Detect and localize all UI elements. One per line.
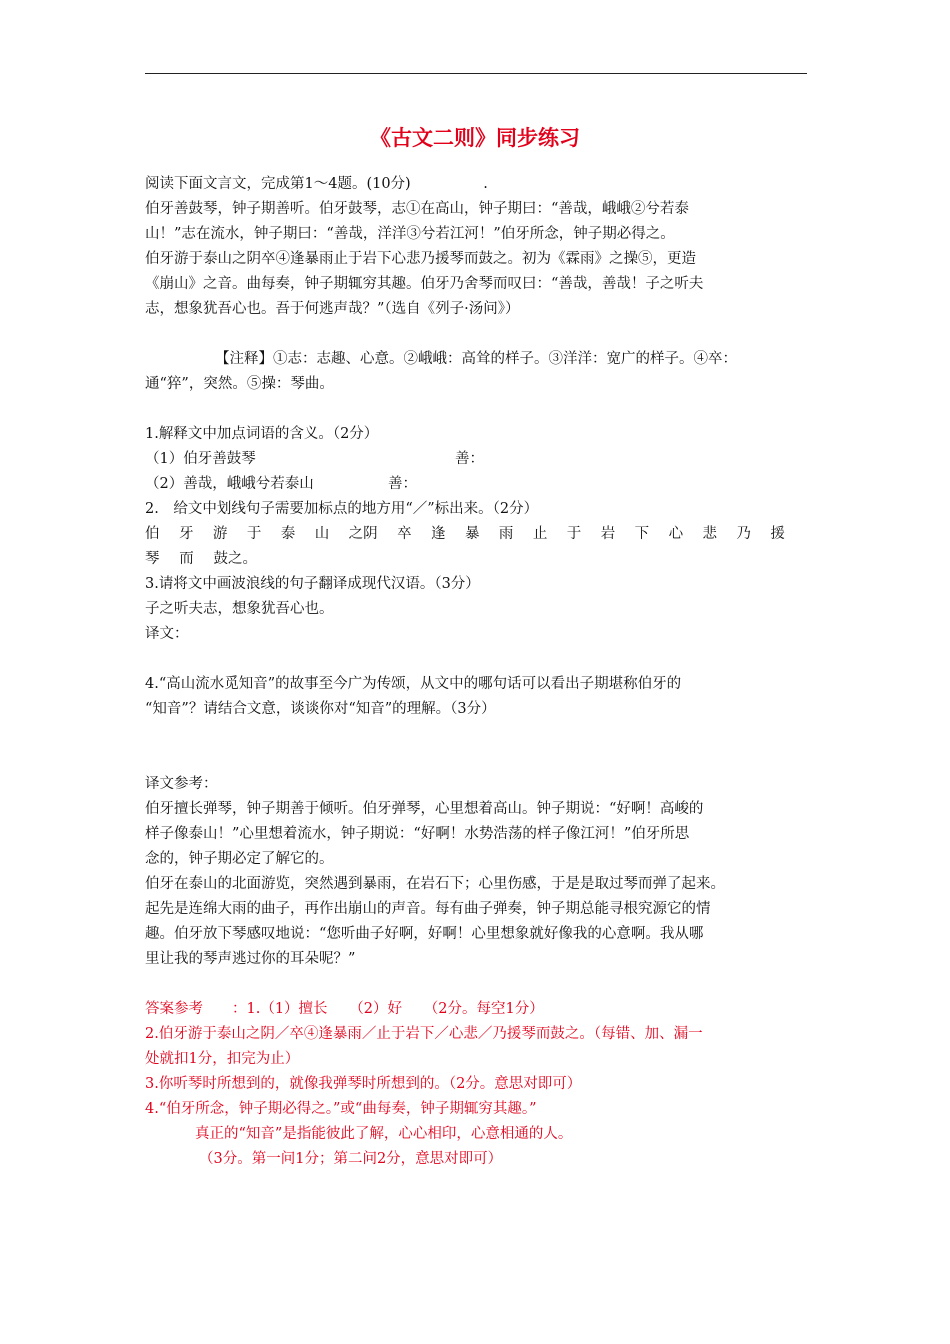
char: 岩 [600, 526, 616, 542]
char: 暴 [464, 526, 480, 542]
char: 琴 [145, 551, 160, 567]
answer-line: 4.“伯牙所念，钟子期必得之。”或“曲每奏，钟子期辄穷其趣。” [145, 1101, 537, 1117]
passage-line: 山！”志在流水，钟子期曰：“善哉，洋洋③兮若江河！”伯牙所念，钟子期必得之。 [145, 226, 675, 242]
char: 牙 [178, 526, 194, 542]
question-2-chars [145, 522, 785, 547]
question-1-stem: 1.解释文中加点词语的含义。（2分） [145, 426, 379, 442]
question-1-item-text: （1）伯牙善鼓琴 [145, 451, 256, 467]
question-3-stem: 3.请将文中画波浪线的句子翻译成现代汉语。（3分） [145, 576, 480, 592]
question-2-chars [145, 547, 257, 572]
char: 乃 [736, 526, 751, 542]
question-4-line: “知音”？请结合文意，谈谈你对“知音”的理解。（3分） [145, 701, 496, 717]
translation-label: 译文： [145, 626, 189, 642]
question-1-item [145, 472, 810, 497]
char: 山 [314, 526, 330, 542]
char: 心 [668, 526, 684, 542]
char: 援 [770, 526, 785, 542]
char: 而 [179, 551, 194, 567]
answer-label: 善： [388, 476, 417, 492]
char: 鼓之。 [213, 551, 257, 567]
translation-line: 里让我的琴声逃过你的耳朵呢？” [145, 951, 356, 967]
translation-line: 起先是连绵大雨的曲子，再作出崩山的声音。每有曲子弹奏，钟子期总能寻根究源它的情 [145, 901, 711, 917]
char: 之阴 [348, 526, 378, 542]
char: 于 [566, 526, 582, 542]
char: 泰 [280, 526, 296, 542]
question-1-item-text: （2）善哉，峨峨兮若泰山 [145, 476, 314, 492]
char: 卒 [397, 526, 412, 542]
char: 雨 [498, 526, 514, 542]
intro-text: 阅读下面文言文，完成第1～4题。(10分) . [145, 176, 488, 192]
passage-line: 志，想象犹吾心也。吾于何逃声哉？”（选自《列子·汤问》） [145, 301, 520, 317]
document-body [145, 172, 810, 1172]
answer-line: 3.你听琴时所想到的，就像我弹琴时所想到的。（2分。意思对即可） [145, 1076, 582, 1092]
translation-line: 样子像泰山！”心里想着流水，钟子期说：“好啊！水势浩荡的样子像江河！”伯牙所思 [145, 826, 690, 842]
char: 游 [212, 526, 228, 542]
answer-line: （3分。第一问1分；第二问2分，意思对即可） [199, 1151, 503, 1167]
header-rule [145, 73, 807, 74]
char: 逢 [431, 526, 446, 542]
answer-label: 善： [455, 451, 484, 467]
translation-line: 伯牙擅长弹琴，钟子期善于倾听。伯牙弹琴，心里想着高山。钟子期说：“好啊！高峻的 [145, 801, 704, 817]
passage-line: 伯牙善鼓琴，钟子期善听。伯牙鼓琴，志①在高山，钟子期曰：“善哉，峨峨②兮若泰 [145, 201, 689, 217]
passage-line: 《崩山》之音。曲每奏，钟子期辄穷其趣。伯牙乃舍琴而叹曰：“善哉，善哉！子之听夫 [145, 276, 704, 292]
question-4-line: 4.“高山流水觅知音”的故事至今广为传颂，从文中的哪句话可以看出子期堪称伯牙的 [145, 676, 682, 692]
translation-line: 伯牙在泰山的北面游览，突然遇到暴雨，在岩石下；心里伤感，于是是取过琴而弹了起来。 [145, 876, 725, 892]
translation-heading: 译文参考： [145, 776, 218, 792]
char: 于 [246, 526, 262, 542]
answer-line: 处就扣1分，扣完为止） [145, 1051, 300, 1067]
question-3-sentence: 子之听夫志，想象犹吾心也。 [145, 601, 334, 617]
answer-line: 2.伯牙游于泰山之阴／卒④逢暴雨／止于岩下／心悲／乃援琴而鼓之。（每错、加、漏一 [145, 1026, 703, 1042]
char: 下 [634, 526, 650, 542]
translation-line: 趣。伯牙放下琴感叹地说：“您听曲子好啊，好啊！心里想象就好像我的心意啊。我从哪 [145, 926, 704, 942]
char: 止 [532, 526, 548, 542]
notes-line: 【注释】①志：志趣、心意。②峨峨：高耸的样子。③洋洋：宽广的样子。④卒： [215, 351, 737, 367]
question-1-item [145, 447, 810, 472]
notes-line: 通“猝”，突然。⑤操：琴曲。 [145, 376, 334, 392]
char: 悲 [702, 526, 717, 542]
answer-line: 答案参考 ：1.（1）擅长 （2）好 （2分。每空1分） [145, 1001, 544, 1017]
answer-line: 真正的“知音”是指能彼此了解，心心相印，心意相通的人。 [195, 1126, 573, 1142]
page-title: 《古文二则》同步练习 [370, 126, 580, 150]
passage-line: 伯牙游于泰山之阴卒④逢暴雨止于岩下心悲乃援琴而鼓之。初为《霖雨》之操⑤，更造 [145, 251, 696, 267]
question-2-stem: 2. 给文中划线句子需要加标点的地方用“／”标出来。（2分） [145, 501, 539, 517]
translation-line: 念的，钟子期必定了解它的。 [145, 851, 334, 867]
char: 伯 [145, 526, 160, 542]
